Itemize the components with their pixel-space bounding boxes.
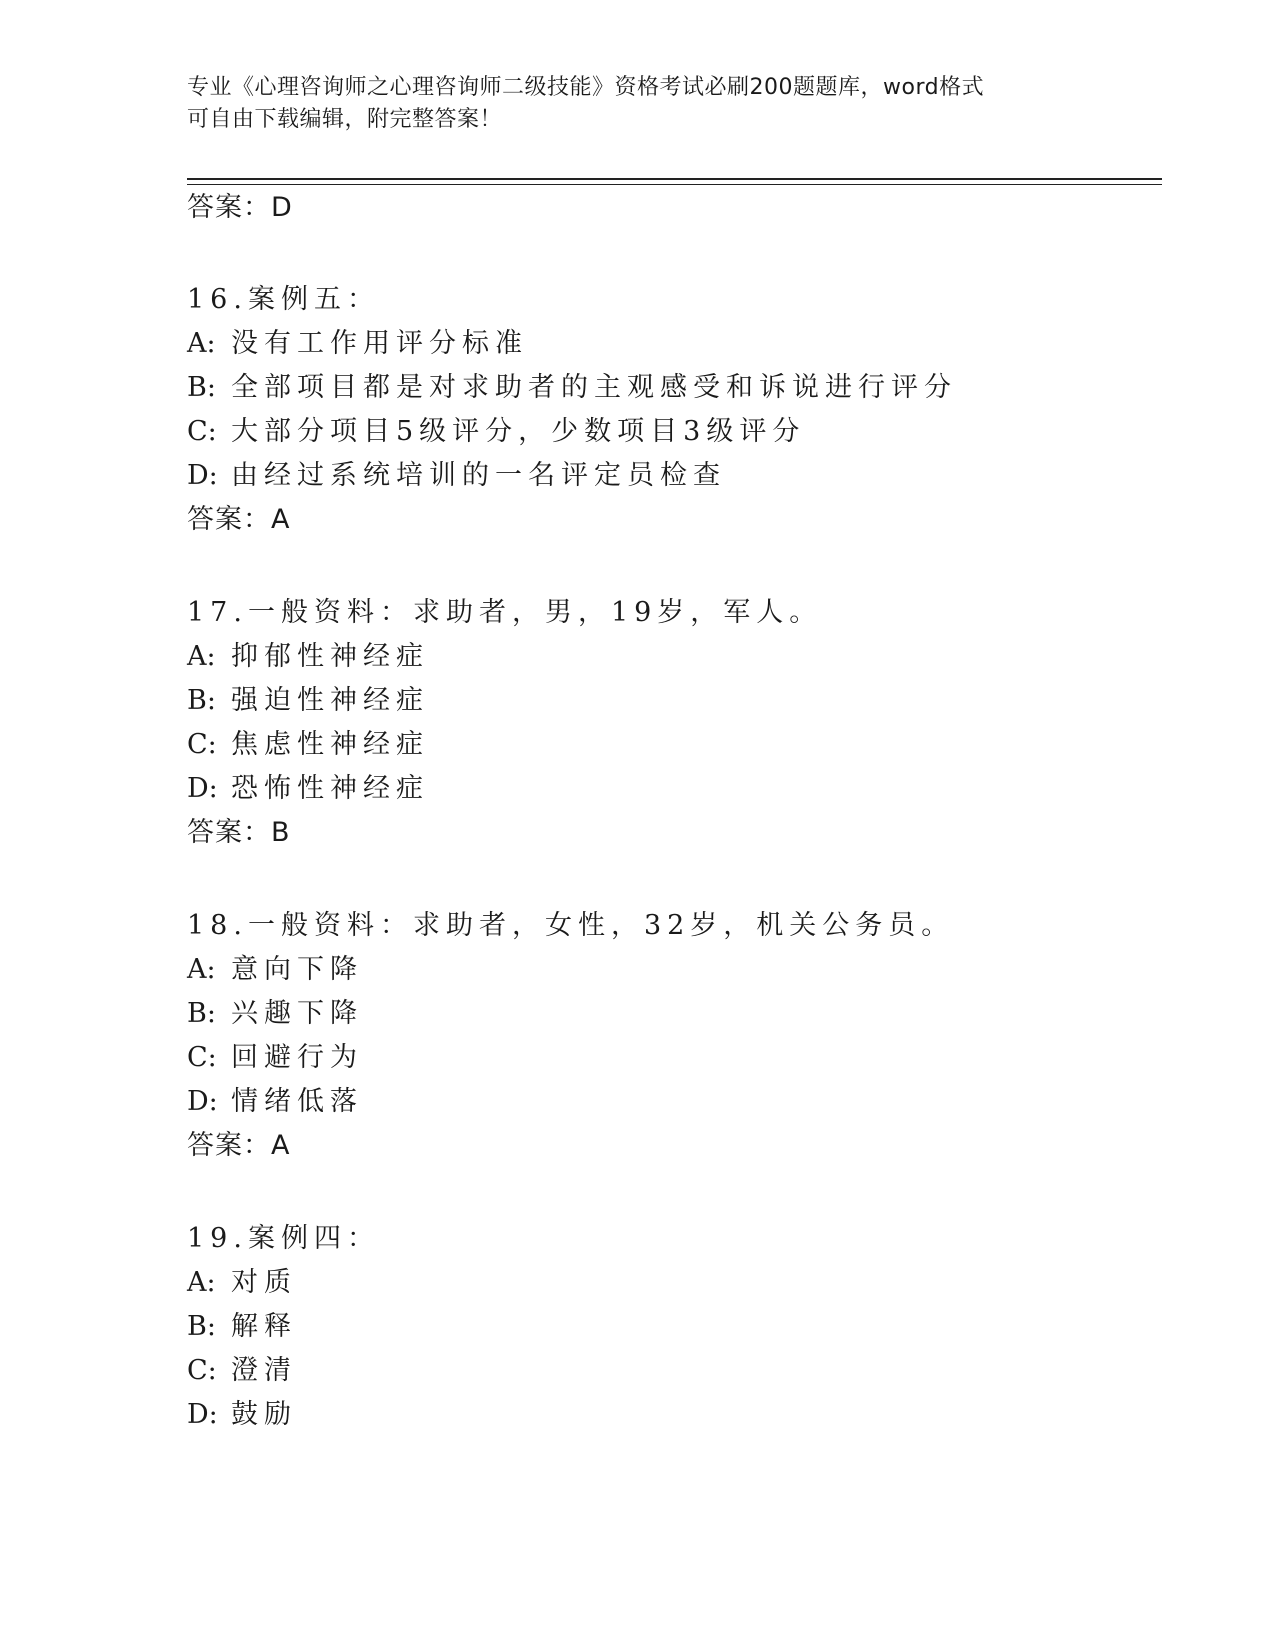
option-letter: C:	[187, 416, 217, 447]
q16-option-d	[187, 458, 726, 494]
q18-option-b	[187, 996, 363, 1032]
previous-answer: 答案：D	[187, 192, 293, 223]
header-line-1: 专业《心理咨询师之心理咨询师二级技能》资格考试必刷200题题库，word格式	[187, 75, 985, 100]
q19-option-c	[187, 1353, 297, 1389]
option-letter: A:	[187, 328, 216, 359]
option-letter: B:	[187, 685, 216, 716]
q18-answer: 答案：A	[187, 1130, 291, 1161]
option-letter: A:	[187, 641, 216, 672]
option-letter: B:	[187, 998, 216, 1029]
option-letter: C:	[187, 1355, 217, 1386]
option-text: 兴趣下降	[231, 998, 363, 1029]
q17-option-a	[187, 639, 429, 675]
option-text: 没有工作用评分标准	[231, 328, 528, 359]
question-18: 18.一般资料：求助者，女性，32岁，机关公务员。	[187, 910, 955, 941]
option-letter: C:	[187, 729, 217, 760]
option-letter: D:	[187, 773, 218, 804]
option-text: 全部项目都是对求助者的主观感受和诉说进行评分	[231, 372, 957, 403]
option-letter: B:	[187, 372, 216, 403]
question-17: 17.一般资料：求助者，男，19岁，军人。	[187, 597, 823, 628]
option-letter: D:	[187, 1086, 218, 1117]
option-text: 强迫性神经症	[231, 685, 429, 716]
q17-option-b	[187, 683, 429, 719]
q18-option-a	[187, 952, 363, 988]
q18-option-c	[187, 1040, 363, 1076]
question-19: 19.案例四：	[187, 1223, 380, 1254]
option-letter: A:	[187, 954, 216, 985]
q16-option-a	[187, 326, 528, 362]
option-text: 回避行为	[231, 1042, 363, 1073]
option-text: 抑郁性神经症	[231, 641, 429, 672]
option-text: 由经过系统培训的一名评定员检查	[231, 460, 726, 491]
option-text: 恐怖性神经症	[231, 773, 429, 804]
option-text: 鼓励	[231, 1399, 297, 1430]
q18-option-d	[187, 1084, 363, 1120]
q19-option-b	[187, 1309, 297, 1345]
option-text: 澄清	[231, 1355, 297, 1386]
option-text: 情绪低落	[231, 1086, 363, 1117]
option-letter: A:	[187, 1267, 216, 1298]
option-letter: C:	[187, 1042, 217, 1073]
q19-option-d	[187, 1397, 297, 1433]
document-header	[187, 72, 1087, 136]
option-text: 解释	[231, 1311, 297, 1342]
option-text: 意向下降	[231, 954, 363, 985]
q16-option-c	[187, 414, 805, 450]
q17-option-c	[187, 727, 429, 763]
option-letter: B:	[187, 1311, 216, 1342]
q19-option-a	[187, 1265, 297, 1301]
q16-answer: 答案：A	[187, 504, 291, 535]
q16-option-b	[187, 370, 957, 406]
option-text: 对质	[231, 1267, 297, 1298]
option-letter: D:	[187, 1399, 218, 1430]
option-letter: D:	[187, 460, 218, 491]
q17-answer: 答案：B	[187, 817, 291, 848]
question-16: 16.案例五：	[187, 284, 380, 315]
header-divider-thick	[187, 178, 1162, 180]
option-text: 大部分项目5级评分，少数项目3级评分	[231, 416, 806, 447]
header-line-2: 可自由下载编辑，附完整答案！	[187, 107, 503, 132]
q17-option-d	[187, 771, 429, 807]
header-divider-thin	[187, 184, 1162, 185]
option-text: 焦虑性神经症	[231, 729, 429, 760]
